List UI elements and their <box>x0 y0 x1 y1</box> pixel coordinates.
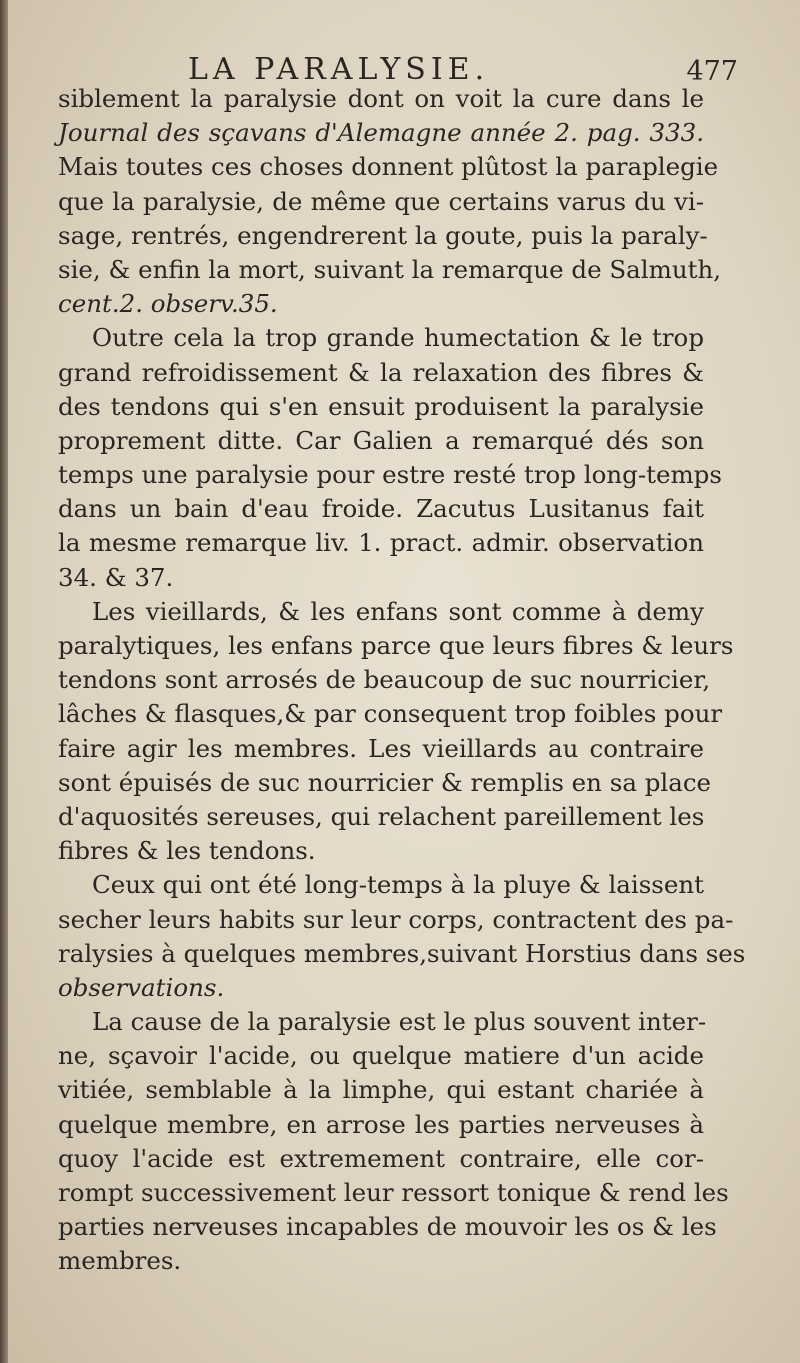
text-line: cent.2. observ.35. <box>58 289 278 319</box>
text-line: quelque membre, en arrose les parties nerveuses à <box>58 1109 704 1139</box>
text-line: vitiée, semblable à la limphe, qui estant chariée à <box>58 1075 704 1105</box>
text-line: observations. <box>58 972 225 1002</box>
text-line: Journal des sçavans d'Alemagne année 2. pag. 333. <box>58 118 704 148</box>
page-binding-edge <box>0 0 8 1363</box>
text-line: ralysies à quelques membres,suivant Horstius dans ses <box>58 938 746 968</box>
text-line: lâches & flasques,& par consequent trop foibles pour <box>58 699 723 729</box>
text-line: 34. & 37. <box>58 562 174 592</box>
text-line: tendons sont arrosés de beaucoup de suc nourricier, <box>58 665 711 695</box>
body-text <box>58 82 746 1279</box>
text-line: grand refroidissement & la relaxation des fibres & <box>58 357 704 387</box>
text-line: temps une paralysie pour estre resté trop long-temps <box>58 460 722 490</box>
paragraph-start-line: Les vieillards, & les enfans sont comme à demy <box>92 596 704 626</box>
text-line: la mesme remarque liv. 1. pract. admir. observation <box>58 528 704 558</box>
text-line: que la paralysie, de même que certains varus du vi- <box>58 186 704 216</box>
text-line: proprement ditte. Car Galien a remarqué dés son <box>58 425 704 455</box>
text-line: parties nerveuses incapables de mouvoir les os & les <box>58 1212 717 1242</box>
text-line: dans un bain d'eau froide. Zacutus Lusitanus fait <box>58 494 704 524</box>
text-line: secher leurs habits sur leur corps, contractent des pa- <box>58 904 734 934</box>
paragraph-start-line: La cause de la paralysie est le plus souvent inter- <box>92 1007 707 1037</box>
text-line: paralytiques, les enfans parce que leurs fibres & leurs <box>58 631 734 660</box>
text-line: membres. <box>58 1246 182 1276</box>
paragraph-start-line: Outre cela la trop grande humectation & le trop <box>92 323 704 353</box>
text-line: ne, sçavoir l'acide, ou quelque matiere d'un acide <box>58 1041 704 1071</box>
text-line: sage, rentrés, engendrerent la goute, puis la paraly- <box>58 220 708 250</box>
text-line: siblement la paralysie dont on voit la cure dans le <box>58 84 704 113</box>
text-line: faire agir les membres. Les vieillards au contraire <box>58 733 704 763</box>
text-line: rompt successivement leur ressort tonique & rend les <box>58 1178 729 1207</box>
text-line: Mais toutes ces choses donnent plûtost la paraplegie <box>58 152 719 182</box>
text-line: quoy l'acide est extremement contraire, elle cor- <box>58 1143 704 1173</box>
text-line: fibres & les tendons. <box>58 836 316 866</box>
page-number: 477 <box>686 56 738 87</box>
text-line: sie, & enfin la mort, suivant la remarque de Salmuth, <box>58 254 722 284</box>
paragraph-start-line: Ceux qui ont été long-temps à la pluye & laissent <box>92 870 704 900</box>
text-line: d'aquosités sereuses, qui relachent pareillement les <box>58 801 705 831</box>
text-line: des tendons qui s'en ensuit produisent la paralysie <box>58 391 704 421</box>
text-line: sont épuisés de suc nourricier & remplis en sa place <box>58 767 712 797</box>
running-title: LA PARALYSIE. <box>188 52 490 87</box>
